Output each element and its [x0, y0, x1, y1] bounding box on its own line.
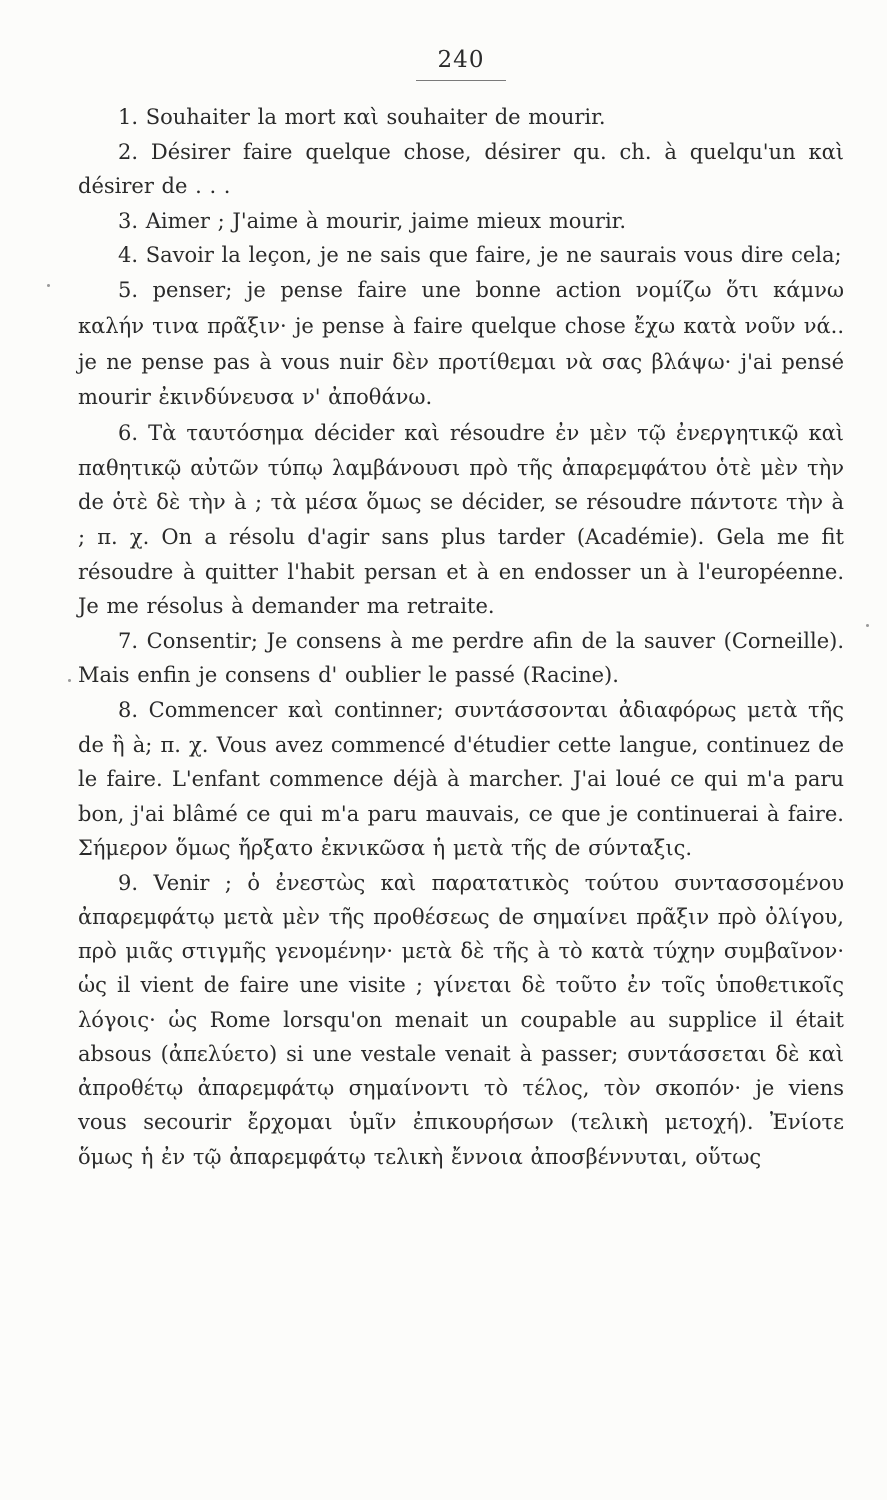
book-page	[78, 0, 844, 1500]
paragraph-5: 5. penser; je pense faire une bonne action νομίζω ὅτι κάμνω καλήν τινα πρᾶξιν· je pense à faire quelque chose ἔχω κατὰ νοῦν νά.. je ne pense pas à vous nuir δὲν προτίθεμαι νὰ σας βλάψω· j'ai pensé mourir ἐκινδύνευσα ν' ἀποθάνω.	[78, 277, 844, 410]
body-text	[78, 100, 844, 1174]
margin-speck	[68, 679, 71, 682]
paragraph-8: 8. Commencer καὶ continner; συντάσσονται ἀδιαφόρως μετὰ τῆς de ἢ à; π. χ. Vous avez commencé d'étudier cette langue, continuez de le faire. L'enfant commence déjà à marcher. J'ai loué ce qui m'a paru bon, j'ai blâmé ce qui m'a paru mauvais, ce que je continuerai à faire. Σήμερον ὅμως ἤρξατο ἐκνικῶσα ἡ μετὰ τῆς de σύνταξις.	[78, 697, 844, 861]
margin-speck	[866, 624, 869, 627]
paragraph-4: 4. Savoir la leçon, je ne sais que faire, je ne saurais vous dire cela;	[118, 243, 842, 268]
paragraph-2: 2. Désirer faire quelque chose, désirer qu. ch. à quelqu'un καὶ désirer de . . .	[78, 139, 844, 199]
page-number: 240	[437, 47, 485, 73]
paragraph-6: 6. Τὰ ταυτόσημα décider καὶ résoudre ἐν μὲν τῷ ἐνεργητικῷ καὶ παθητικῷ αὐτῶν τύπῳ λαμβάνουσι πρὸ τῆς ἀπαρεμφάτου ὁτὲ μὲν τὴν de ὁτὲ δὲ τὴν à ; τὰ μέσα ὅμως se décider, se résoudre πάντοτε τὴν à ; π. χ. On a résolu d'agir sans plus tarder (Académie). Gela me fit résoudre à quitter l'habit persan et à en endosser un à l'européenne. Je me résolus à demander ma retraite.	[78, 421, 844, 619]
paragraph-9: 9. Venir ; ὁ ἐνεστὼς καὶ παρατατικὸς τούτου συντασσομένου ἀπαρεμφάτῳ μετὰ μὲν τῆς προθέσεως de σημαίνει πρᾶξιν πρὸ ὀλίγου, πρὸ μιᾶς στιγμῆς γενομένην· μετὰ δὲ τῆς à τὸ κατὰ τύχην συμβαῖνον· ὡς il vient de faire une visite ; γίνεται δὲ τοῦτο ἐν τοῖς ὑποθετικοῖς λόγοις· ὡς Rome lorsqu'on menait un coupable au supplice il était absous (ἀπελύετο) si une vestale venait à passer; συντάσσεται δὲ καὶ ἀπροθέτῳ ἀπαρεμφάτῳ σημαίνοντι τὸ τέλος, τὸν σκοπόν· je viens vous secourir ἔρχομαι ὑμῖν ἐπικουρήσων (τελικὴ μετοχή). Ἐνίοτε ὅμως ἡ ἐν τῷ ἀπαρεμφάτῳ τελικὴ ἔννοια ἀποσβέννυται, οὕτως	[78, 870, 844, 1169]
paragraph-3: 3. Aimer ; J'aime à mourir, jaime mieux mourir.	[118, 208, 627, 233]
page-number-rule	[416, 80, 506, 81]
paragraph-1: 1. Souhaiter la mort καὶ souhaiter de mourir.	[118, 105, 606, 129]
paragraph-7: 7. Consentir; Je consens à me perdre afin de la sauver (Corneille). Mais enfin je consens d' oublier le passé (Racine).	[78, 628, 844, 688]
margin-speck	[47, 284, 50, 287]
